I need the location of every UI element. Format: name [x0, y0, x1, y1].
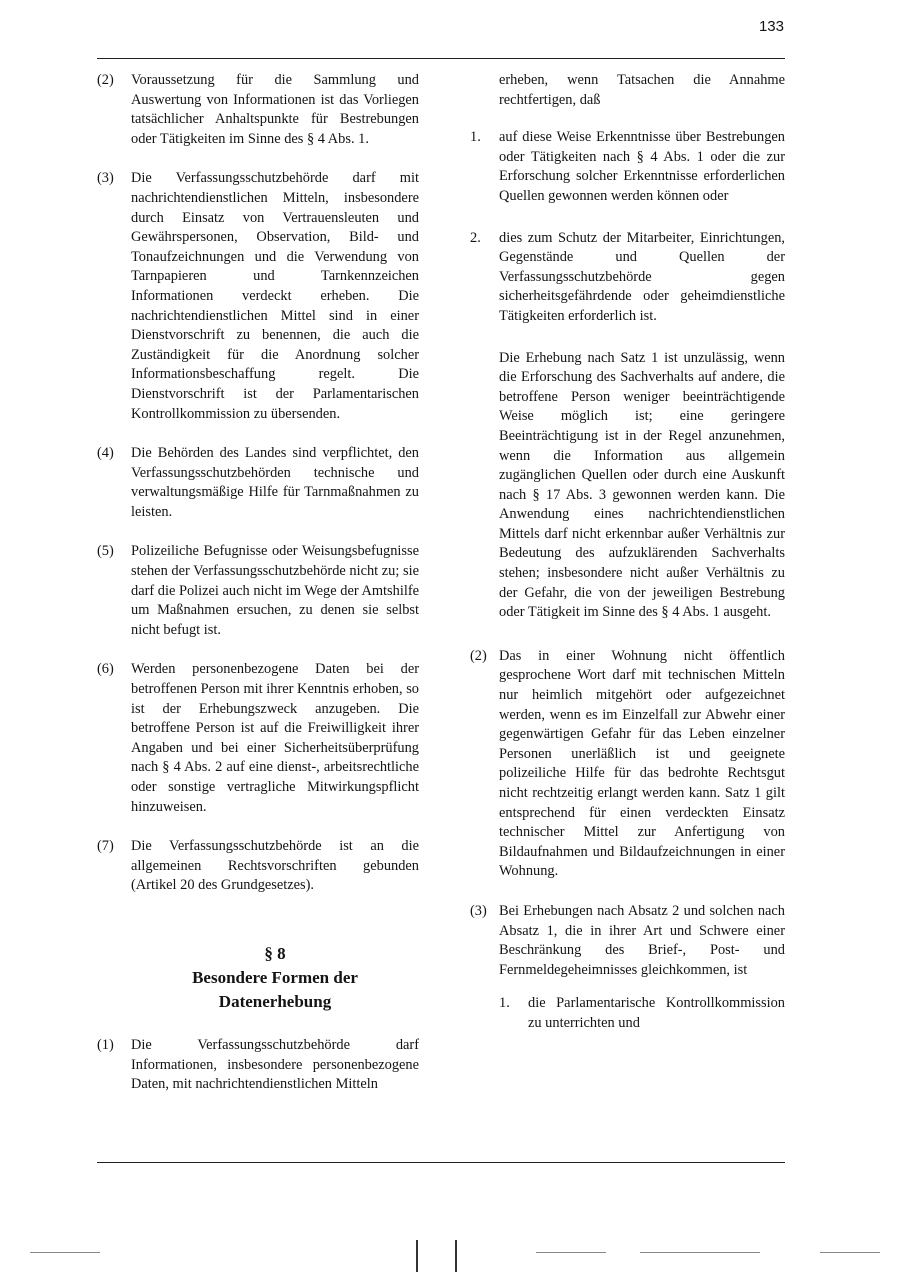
paragraph-number: (1) [97, 1036, 114, 1053]
scan-artifact-line [820, 1252, 880, 1253]
scan-artifact-line [640, 1252, 760, 1253]
scan-artifact-line [536, 1252, 606, 1253]
header-rule [97, 58, 785, 59]
scan-artifact-mark [416, 1240, 418, 1272]
list-item-text: auf diese Weise Erkenntnisse über Bestrebungen oder Tätigkeiten nach § 4 Abs. 1 oder die zur Erforschung solcher Erkenntnisse erforderlichen Quellen gewonnen werden können oder [499, 129, 785, 204]
section-heading [131, 942, 419, 1014]
paragraph-number: (2) [470, 647, 487, 664]
paragraph-text: Die Verfassungsschutzbehörde ist an die allgemeinen Rechtsvorschriften gebunden (Artikel 20 des Grundgesetzes). [131, 838, 419, 894]
section-number: § 8 [264, 943, 286, 963]
paragraph-text: Das in einer Wohnung nicht öffentlich gesprochene Wort darf mit technischen Mitteln nur heimlich mitgehört oder aufgezeichnet werden, wenn es im Einzelfall zur Abwehr einer gegenwärtigen Gefahr für das Leben einzelner Personen unerläßlich ist und geeignete polizeiliche Hilfe für das bedrohte Rechtsgut nicht rechtzeitig erlangt werden kann. Satz 1 gilt entsprechend für einen verdeckten Einsatz technischer Mittel zur Anfertigung von Bildaufnahmen und Bildaufzeichnungen in einer Wohnung. [499, 647, 785, 880]
list-item-number: 2. [470, 229, 481, 246]
paragraph-text: Die Verfassungsschutzbehörde darf Informationen, insbesondere personenbezogene Daten, mit nachrichtendienstlichen Mitteln [131, 1036, 419, 1093]
continuation-text: erheben, wenn Tatsachen die Annahme rechtfertigen, daß [499, 72, 785, 108]
paragraph-7-7 [97, 837, 419, 896]
after-list-text: Die Erhebung nach Satz 1 ist unzulässig, wenn die Erforschung des Sachverhalts auf andere, die betroffene Person weniger beeinträchtigende Weise möglich ist; eine geringere Beeinträchtigung ist in der Regel anzunehmen, wenn die Information aus allgemein zugänglichen Quellen oder durch eine Auskunft nach § 17 Abs. 3 gewonnen werden kann. Die Anwendung eines nachrichtendienstlichen Mittels darf nicht erkennbar außer Verhältnis zur Bedeutung des aufzuklärenden Sachverhalts stehen; insbesondere nicht außer Verhältnis zu der Gefahr, die von der jeweiligen Bestrebung oder Tätigkeit im Sinne des § 4 Abs. 1 ausgeht. [499, 349, 785, 621]
list-item [470, 128, 785, 206]
paragraph-number: (6) [97, 661, 114, 678]
paragraph-number: (5) [97, 543, 114, 560]
paragraph-8-3 [470, 902, 785, 980]
list-item-text: dies zum Schutz der Mitarbeiter, Einrichtungen, Gegenstände und Quellen der Verfassungsschutzbehörde gegen sicherheitsgefährdende oder geheimdienstliche Tätigkeiten erforderlich ist. [499, 229, 785, 324]
scan-artifact-mark [455, 1240, 457, 1272]
paragraph-7-3 [97, 169, 419, 424]
paragraph-7-4 [97, 444, 419, 522]
left-column [97, 71, 419, 1095]
scan-artifact-line [30, 1252, 100, 1253]
paragraph-number: (3) [97, 170, 114, 187]
paragraph-text: Bei Erhebungen nach Absatz 2 und solchen nach Absatz 1, die in ihrer Art und Schwere einer Beschränkung des Brief-, Post- und Fernmeldegeheimnisses gleichkommen, ist [499, 902, 785, 978]
list-item [470, 229, 785, 327]
paragraph-text: Die Verfassungsschutzbehörde darf mit nachrichtendienstlichen Mitteln, insbesondere durch Einsatz von Vertrauensleuten und Gewährspersonen, Observation, Bild- und Tonaufzeichnungen und die Verwendung von Tarnpapieren und Tarnkennzeichen Informationen verdeckt erheben. Die nachrichtendienstlichen Mittel sind in einer Dienstvorschrift zu benennen, die auch die Zuständigkeit für die Anordnung solcher Informationsbeschaffung regelt. Die Dienstvorschrift ist der Parlamentarischen Kontrollkommission zu übersenden. [131, 170, 419, 422]
paragraph-number: (4) [97, 445, 114, 462]
paragraph-8-1 [97, 1036, 419, 1095]
footer-rule [97, 1162, 785, 1163]
paragraph-number: (7) [97, 838, 114, 855]
paragraph-text: Werden personenbezogene Daten bei der betroffenen Person mit ihrer Kenntnis erhoben, so ist der Erhebungszweck anzugeben. Die betroffene Person ist auf die Freiwilligkeit ihrer Angaben und bei einer Sicherheitsüberprüfung nach § 4 Abs. 2 auf eine dienst-, arbeitsrechtliche oder sonstige vertragliche Mitwirkungspflicht hinzuweisen. [131, 661, 419, 815]
page-number: 133 [758, 18, 784, 35]
paragraph-number: (3) [470, 902, 487, 919]
list-item-number: 1. [499, 995, 510, 1012]
paragraph-7-2 [97, 71, 419, 149]
paragraph-text: Polizeiliche Befugnisse oder Weisungsbefugnisse stehen der Verfassungsschutzbehörde nicht zu; sie darf die Polizei auch nicht im Wege der Amtshilfe um Maßnahmen ersuchen, zu denen sie selbst nicht befugt ist. [131, 543, 419, 638]
paragraph-number: (2) [97, 72, 114, 88]
list-item-number: 1. [470, 129, 481, 146]
section-title: Besondere Formen der Datenerhebung [192, 967, 358, 1011]
list-item-text: die Parlamentarische Kontrollkommission zu unterrichten und [528, 995, 785, 1031]
paragraph-7-6 [97, 660, 419, 817]
paragraph-text: Die Behörden des Landes sind verpflichtet, den Verfassungsschutzbehörden technische und verwaltungsmäßige Hilfe für Tarnmaßnahmen zu leisten. [131, 445, 419, 520]
paragraph-8-2 [470, 647, 785, 882]
list-item [499, 994, 785, 1033]
paragraph-7-5 [97, 542, 419, 640]
paragraph-text: Voraussetzung für die Sammlung und Auswertung von Informationen ist das Vorliegen tatsächlicher Anhaltspunkte für Bestrebungen oder Tätigkeiten im Sinne des § 4 Abs. 1. [131, 72, 419, 147]
right-column [470, 71, 785, 1034]
